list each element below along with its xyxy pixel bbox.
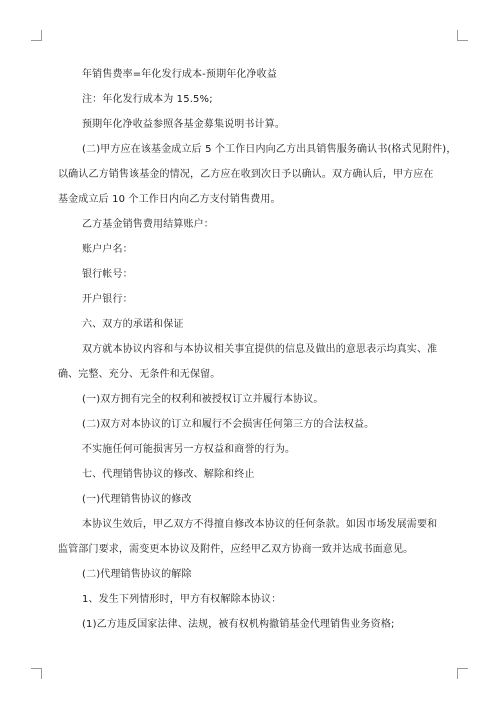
paragraph-line: 1、发生下列情形时，甲方有权解除本协议： [82,594,282,605]
paragraph-line: (二)甲方应在该基金成立后 5 个工作日内向乙方出具销售服务确认书(格式见附件)， [82,144,457,155]
paragraph-line: 开户银行： [82,294,133,305]
crop-mark-bottom-left [31,668,42,679]
paragraph-line: 预期年化净收益参照各基金募集说明书计算。 [82,119,285,130]
section-heading: 六、双方的承诺和保证 [82,319,184,330]
crop-mark-top-right [457,30,468,41]
paragraph-line: 双方就本协议内容和与本协议相关事宜提供的信息及做出的意思表示均真实、准 [82,344,438,355]
paragraph-line: 账户户名： [82,244,133,255]
paragraph-line: 基金成立后 10 个工作日内向乙方支付销售费用。 [58,194,281,205]
crop-mark-top-left [31,30,42,41]
section-heading: 七、代理销售协议的修改、解除和终止 [82,469,255,480]
paragraph-line: 以确认乙方销售该基金的情况，乙方应在收到次日予以确认。双方确认后，甲方应在 [58,169,434,180]
paragraph-line: 监管部门要求，需变更本协议及附件，应经甲乙双方协商一致并达成书面意见。 [58,544,414,555]
paragraph-line: 注：年化发行成本为 15.5%; [82,94,213,105]
paragraph-line: 确、完整、充分、无条件和无保留。 [58,369,221,380]
crop-mark-bottom-right [457,668,468,679]
subsection-heading: (一)代理销售协议的修改 [82,494,192,505]
subsection-heading: (二)代理销售协议的解除 [82,569,192,580]
paragraph-line: 乙方基金销售费用结算账户： [82,219,214,230]
paragraph-line: 银行帐号： [82,269,133,280]
paragraph-line: (一)双方拥有完全的权利和被授权订立并履行本协议。 [82,394,324,405]
paragraph-line: (二)双方对本协议的订立和履行不会损害任何第三方的合法权益。 [82,419,375,430]
paragraph-line: (1)乙方违反国家法律、法规，被有权机构撤销基金代理销售业务资格; [82,619,395,630]
paragraph-line: 不实施任何可能损害另一方权益和商誉的行为。 [82,444,296,455]
paragraph-line: 年销售费率=年化发行成本-预期年化净收益 [82,69,277,80]
paragraph-line: 本协议生效后，甲乙双方不得擅自修改本协议的任何条款。如因市场发展需要和 [82,519,438,530]
